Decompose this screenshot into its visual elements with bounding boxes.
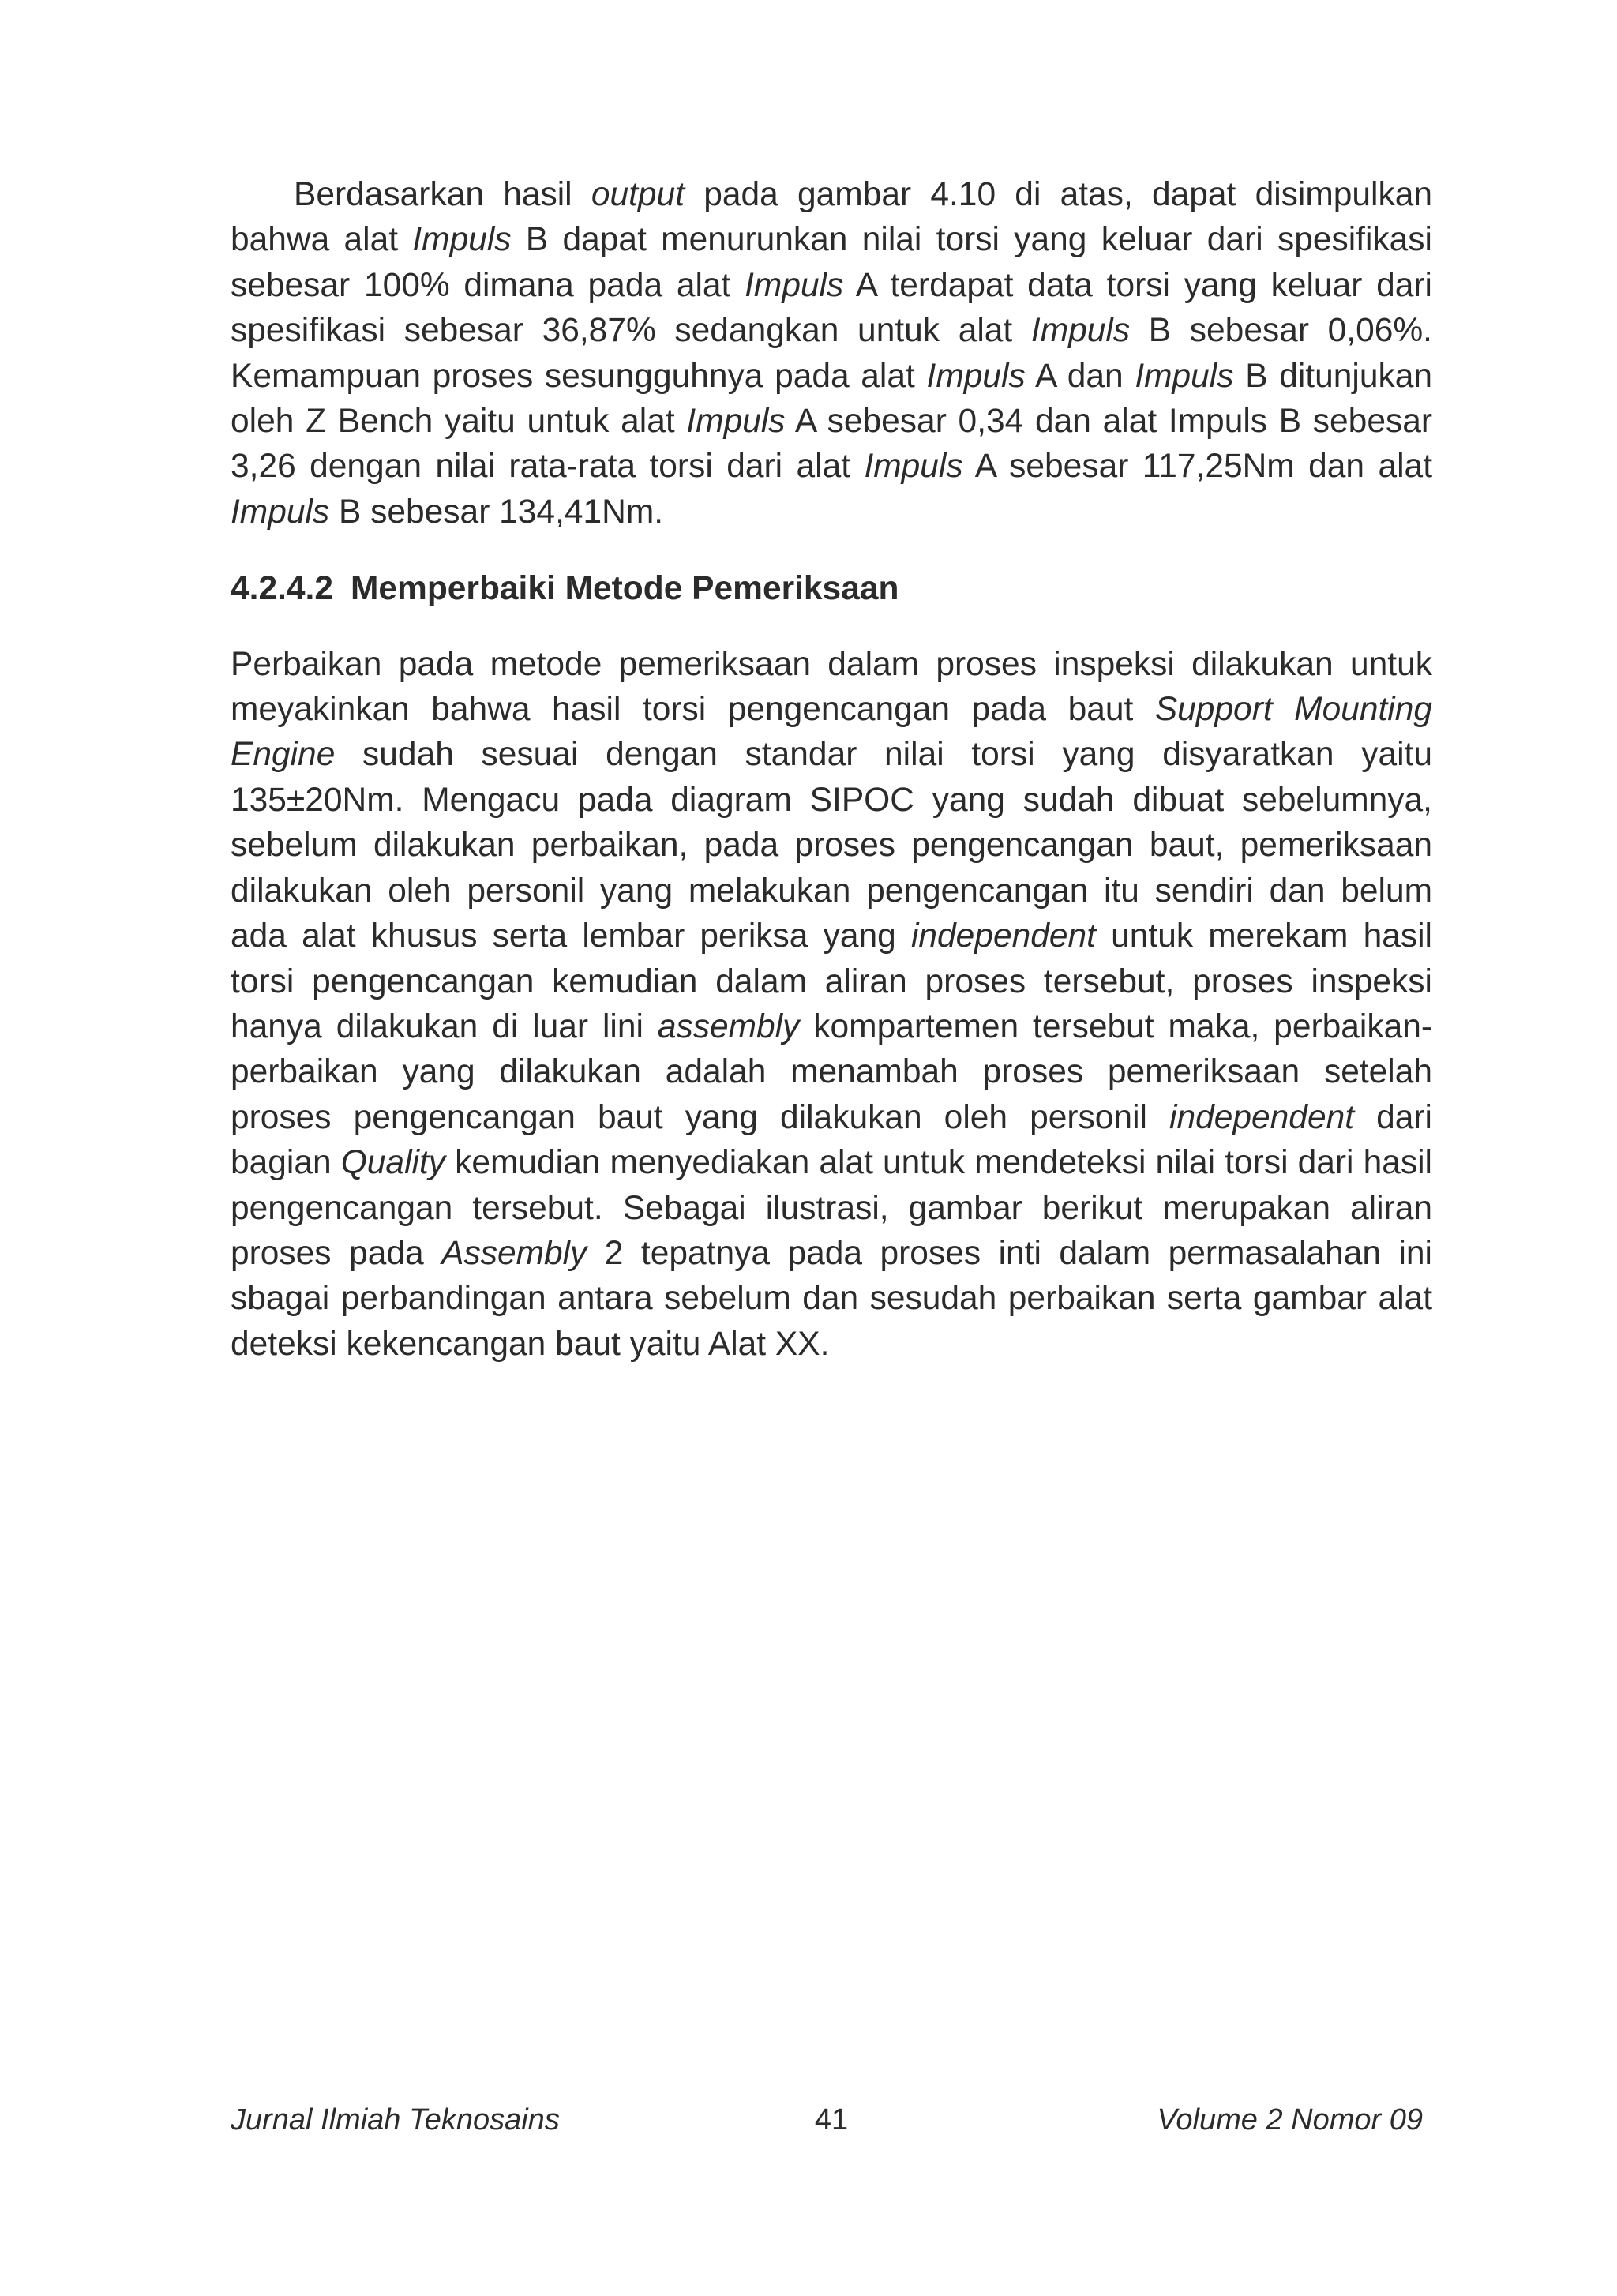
text-run: B sebesar 134,41Nm. bbox=[329, 493, 664, 531]
italic-text-run: Impuls bbox=[1030, 312, 1131, 350]
italic-text-run: assembly bbox=[657, 1007, 800, 1045]
text-run: A terdapat data torsi yang keluar dari spesifikasi sebesar 36,87% sedangkan untuk alat bbox=[231, 266, 1432, 350]
paragraph-inspection-method bbox=[231, 642, 1432, 1367]
text-run: B ditunjukan oleh Z Bench yaitu untuk alat bbox=[231, 357, 1432, 441]
text-run: B sebesar 0,06%. Kemampuan proses sesungguhnya pada alat bbox=[231, 312, 1432, 395]
text-run: Berdasarkan hasil bbox=[294, 176, 591, 213]
text-run: 2 tepatnya pada proses inti dalam permasalahan ini sbagai perbandingan antara sebelum dan sesudah perbaikan serta gambar alat deteksi kekencangan baut yaitu Alat XX. bbox=[231, 1234, 1432, 1363]
text-run: kompartemen tersebut maka, perbaikan-perbaikan yang dilakukan adalah menambah proses pemeriksaan setelah proses pengencangan baut yang dilakukan oleh personil bbox=[231, 1007, 1432, 1136]
italic-text-run: Quality bbox=[340, 1144, 446, 1182]
section-title: Memperbaiki Metode Pemeriksaan bbox=[350, 570, 899, 608]
section-number: 4.2.4.2 bbox=[231, 570, 333, 608]
italic-text-run: independent bbox=[1169, 1098, 1355, 1136]
italic-text-run: Impuls bbox=[864, 448, 963, 486]
italic-text-run: Impuls bbox=[231, 493, 330, 531]
text-run: pada gambar 4.10 di atas, dapat disimpulkan bahwa alat bbox=[231, 176, 1432, 259]
italic-text-run: Impuls bbox=[745, 266, 844, 304]
text-run: A sebesar 0,34 dan alat Impuls B sebesar 3,26 dengan nilai rata-rata torsi dari alat bbox=[231, 403, 1432, 486]
italic-text-run: Support Mounting Engine bbox=[231, 691, 1432, 774]
italic-text-run: output bbox=[591, 176, 685, 213]
page-content bbox=[231, 172, 1432, 1367]
footer-journal-name: Jurnal Ilmiah Teknosains bbox=[231, 2103, 560, 2137]
text-run: kemudian menyediakan alat untuk mendeteksi nilai torsi dari hasil pengencangan tersebut. Sebagai ilustrasi, gambar berikut merupakan aliran proses pada bbox=[231, 1144, 1432, 1272]
paragraph-conclusion bbox=[231, 172, 1432, 535]
italic-text-run: Impuls bbox=[1135, 357, 1234, 395]
italic-text-run: Impuls bbox=[686, 403, 786, 441]
text-run: A dan bbox=[1025, 357, 1135, 395]
text-run: sudah sesuai dengan standar nilai torsi yang disyaratkan yaitu 135±20Nm. Mengacu pada diagram SIPOC yang sudah dibuat sebelumnya, sebelum dilakukan perbaikan, pada proses pengencangan baut, pemeriksaan dilakukan oleh personil yang melakukan pengencangan itu sendiri dan belum ada alat khusus serta lembar periksa yang bbox=[231, 736, 1432, 955]
text-run: Perbaikan pada metode pemeriksaan dalam proses inspeksi dilakukan untuk meyakinkan bahwa hasil torsi pengencangan pada baut bbox=[231, 645, 1432, 729]
footer-volume: Volume 2 Nomor 09 bbox=[1157, 2103, 1423, 2137]
section-heading bbox=[231, 566, 1432, 611]
italic-text-run: Impuls bbox=[926, 357, 1026, 395]
footer-page-number: 41 bbox=[814, 2103, 849, 2137]
text-run: untuk merekam hasil torsi pengencangan kemudian dalam aliran proses tersebut, proses inspeksi hanya dilakukan di luar lini bbox=[231, 917, 1432, 1045]
text-run: B dapat menurunkan nilai torsi yang keluar dari spesifikasi sebesar 100% dimana pada alat bbox=[231, 221, 1432, 304]
page-footer bbox=[231, 2100, 1432, 2140]
italic-text-run: Impuls bbox=[412, 221, 512, 259]
text-run: A sebesar 117,25Nm dan alat bbox=[962, 448, 1433, 486]
text-run: dari bagian bbox=[231, 1098, 1432, 1182]
italic-text-run: Assembly bbox=[441, 1234, 587, 1272]
italic-text-run: independent bbox=[910, 917, 1096, 955]
